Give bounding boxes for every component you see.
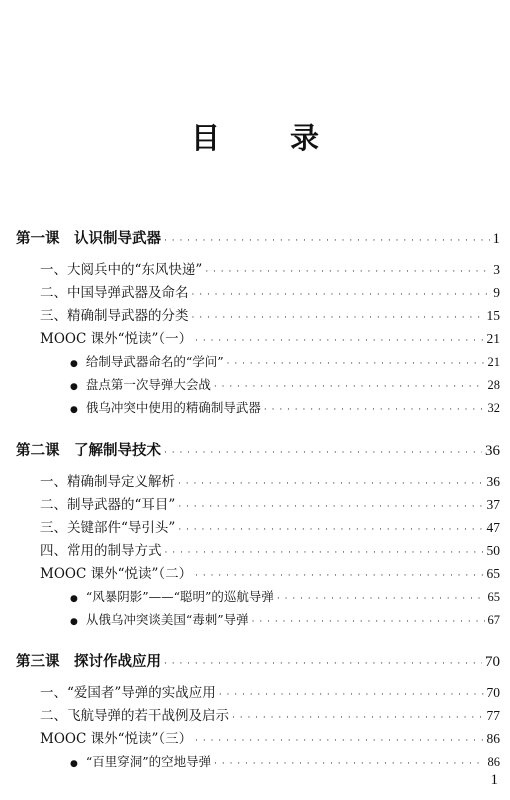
toc-entry[interactable] [40,494,500,516]
page-number: 9 [493,285,500,300]
toc-entry[interactable] [40,328,500,350]
dot-leader [178,519,483,541]
page-number: 86 [486,731,500,746]
entry-title: 给制导武器命名的“学问” [85,354,224,369]
lesson-title: 第一课 认识制导武器 [16,231,161,247]
dot-leader [164,653,482,675]
page-number: 21 [487,355,500,369]
toc-entry[interactable] [40,540,500,562]
dot-leader [192,284,491,306]
entry-title: 二、制导武器的“耳目” [40,497,176,513]
dot-leader [195,330,483,352]
dot-leader [164,442,482,464]
entry-title: 盘点第一次导弹大会战 [85,377,211,392]
page-number: 65 [487,590,500,604]
dot-leader [214,376,485,398]
toc-entry[interactable] [40,682,500,704]
toc-entry[interactable] [40,563,500,585]
bullet-icon: ● [70,759,78,769]
entry-title: MOOC 课外“悦读”（一） [40,331,193,347]
toc-bullet-entry[interactable] [70,586,500,608]
dot-leader [178,496,483,518]
toc-entry[interactable] [40,705,500,727]
bullet-icon: ● [70,382,78,392]
entry-title: MOOC 课外“悦读”（三） [40,731,193,747]
footer-page-number: 1 [490,772,498,788]
dot-leader [277,588,485,610]
entry-title: 二、飞航导弹的若干战例及启示 [40,708,229,724]
dot-leader [227,353,485,375]
dot-leader [264,399,485,421]
entry-title: 二、中国导弹武器及命名 [40,285,189,301]
dot-leader [232,707,484,729]
toc-bullet-entry[interactable] [70,374,500,396]
entry-title: 一、大阅兵中的“东风快递” [40,262,203,278]
page-number: 70 [485,654,500,670]
toc-bullet-entry[interactable] [70,609,500,631]
toc-bullet-entry[interactable] [70,351,500,373]
entry-title: 一、精确制导定义解析 [40,474,175,490]
entry-title: 四、常用的制导方式 [40,543,162,559]
dot-leader [165,542,484,564]
bullet-icon: ● [70,359,78,369]
entry-title: 一、“爱国者”导弹的实战应用 [40,685,216,701]
page-number: 1 [492,231,500,247]
dot-leader [252,611,485,633]
page-number: 15 [486,308,500,323]
lesson-title: 第二课 了解制导技术 [16,443,161,459]
page-number: 77 [486,708,500,723]
lesson-3-row[interactable] [16,651,500,673]
entry-title: “百里穿洞”的空地导弹 [85,754,212,769]
toc-entry[interactable] [40,471,500,493]
page-number: 65 [486,566,500,581]
dot-leader [192,307,484,329]
dot-leader [164,230,490,252]
page-number: 67 [487,613,500,627]
page-number: 36 [486,474,500,489]
toc-entry[interactable] [40,305,500,327]
entry-title: 从俄乌冲突谈美国“毒刺”导弹 [85,612,249,627]
lesson-2-row[interactable] [16,440,500,462]
page-number: 3 [493,262,500,277]
entry-title: 三、关键部件“导引头” [40,520,176,536]
toc-entry[interactable] [40,517,500,539]
dot-leader [219,684,484,706]
dot-leader [195,730,483,752]
page-number: 36 [485,443,500,459]
bullet-icon: ● [70,405,78,415]
dot-leader [214,753,484,775]
toc-bullet-entry[interactable] [70,397,500,419]
toc-bullet-entry[interactable] [70,751,500,773]
bullet-icon: ● [70,617,78,627]
page-number: 32 [487,401,500,415]
toc-entry[interactable] [40,728,500,750]
page-number: 86 [487,755,500,769]
page-number: 50 [486,543,500,558]
entry-title: 三、精确制导武器的分类 [40,308,189,324]
dot-leader [178,473,484,495]
entry-title: “风暴阴影”——“聪明”的巡航导弹 [85,589,274,604]
bullet-icon: ● [70,594,78,604]
toc-entry[interactable] [40,259,500,281]
dot-leader [205,261,490,283]
entry-title: MOOC 课外“悦读”（二） [40,566,193,582]
lesson-title: 第三课 探讨作战应用 [16,654,161,670]
toc-entry[interactable] [40,282,500,304]
entry-title: 俄乌冲突中使用的精确制导武器 [85,400,261,415]
page-number: 70 [486,685,500,700]
page-number: 37 [486,497,500,512]
lesson-1-row[interactable] [16,228,500,250]
page-number: 21 [486,331,500,346]
page-number: 28 [487,378,500,392]
dot-leader [195,565,483,587]
page-number: 47 [486,520,500,535]
page-title: 目 录 [190,121,350,155]
